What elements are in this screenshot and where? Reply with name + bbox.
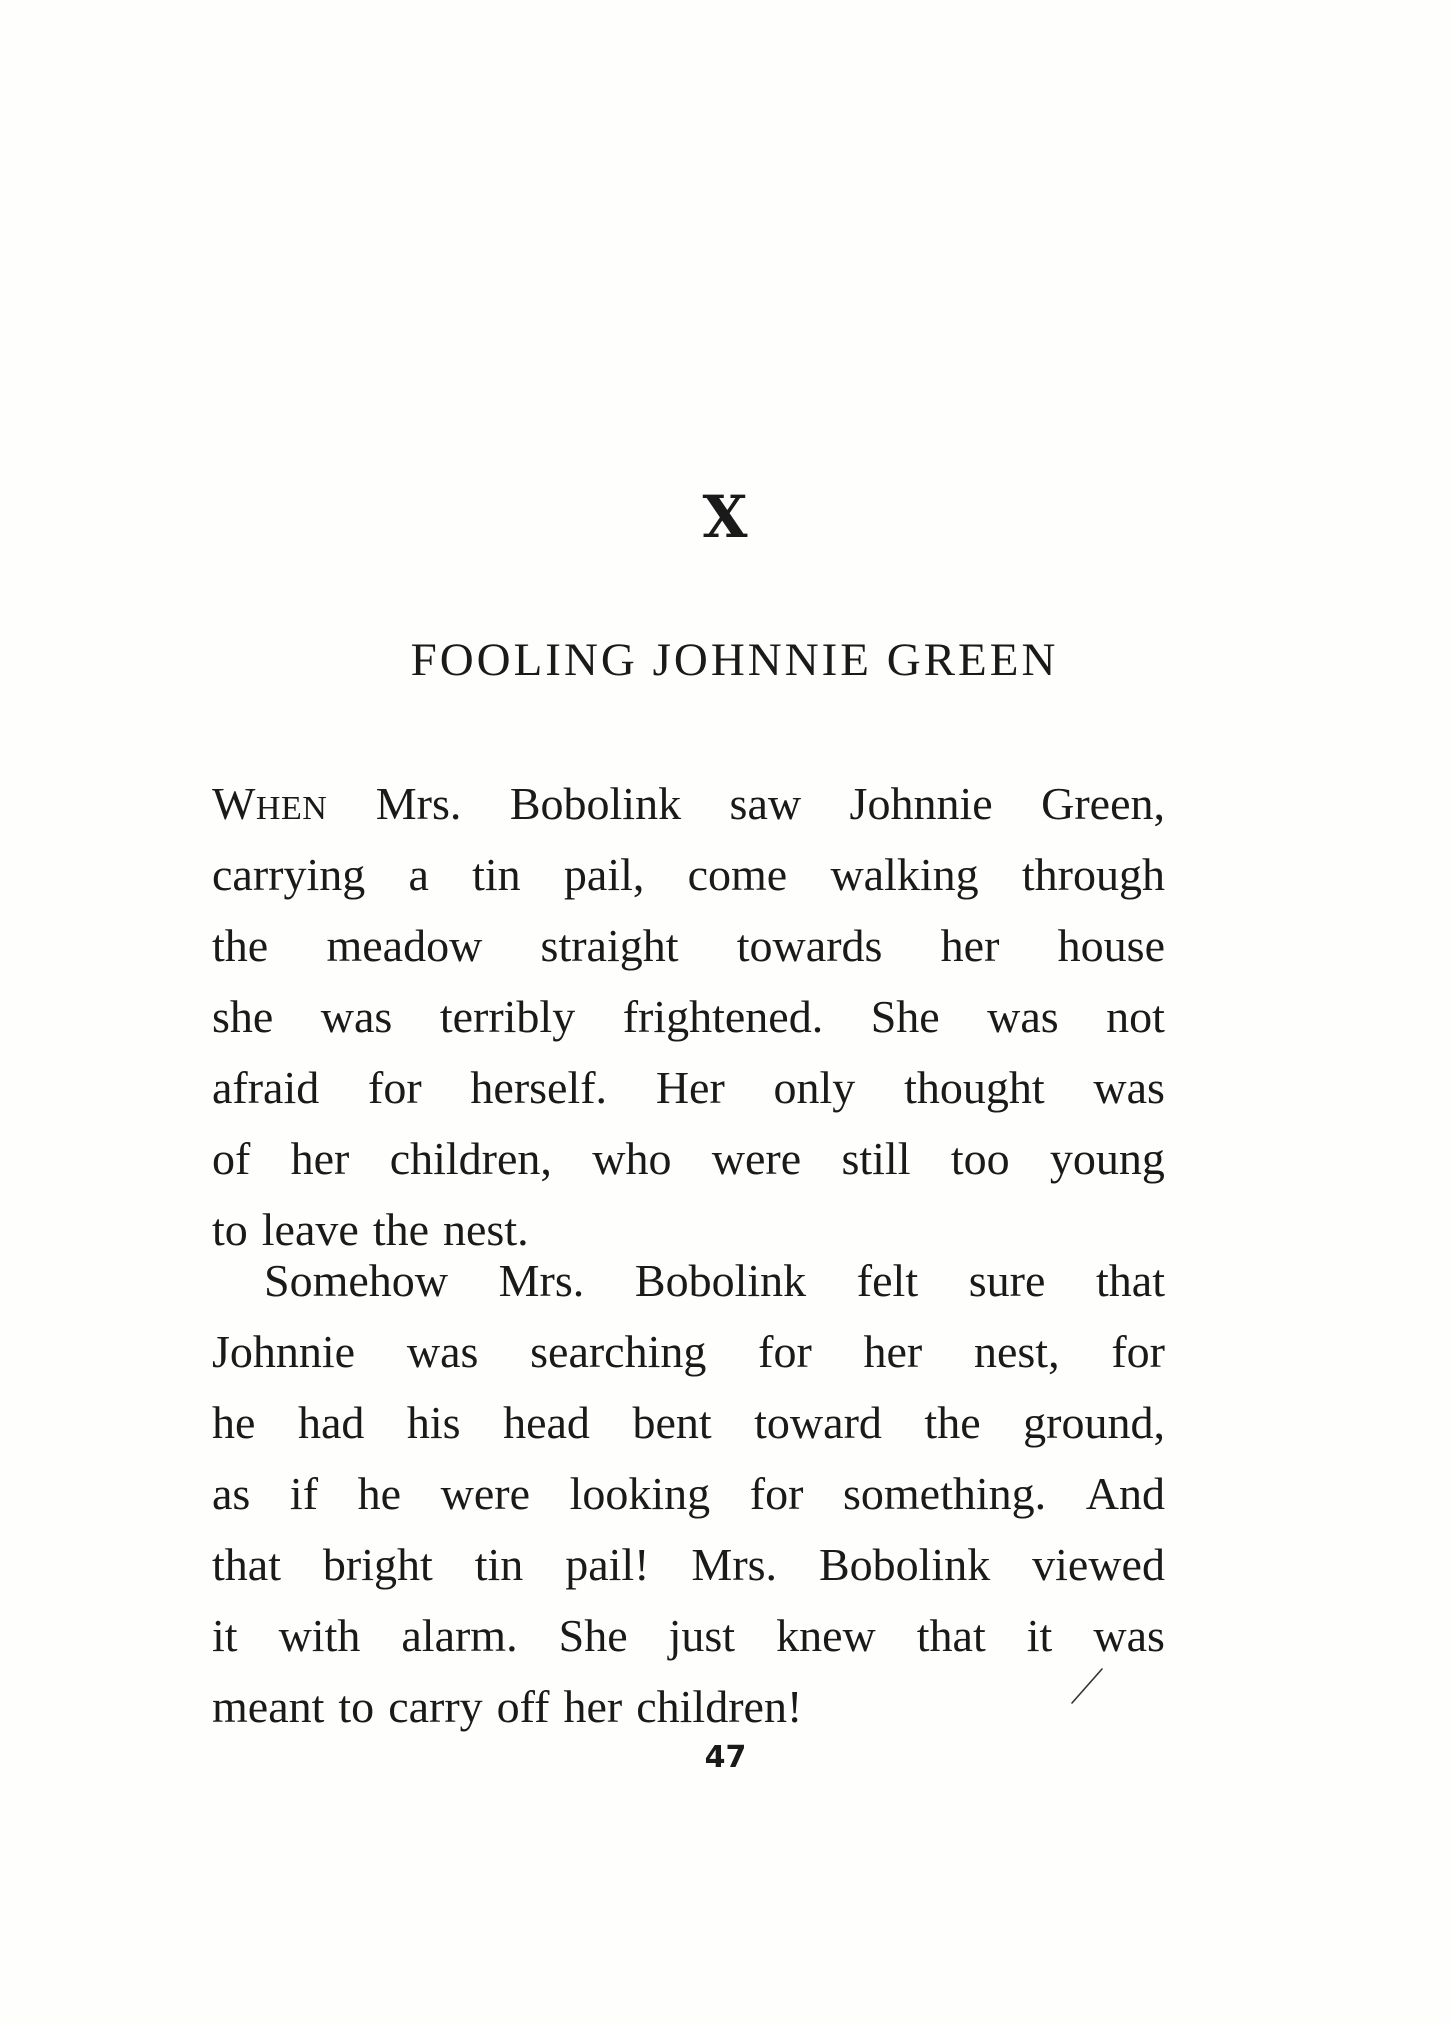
word: was xyxy=(1093,1610,1165,1661)
text-line xyxy=(212,1600,1165,1671)
word: She xyxy=(558,1610,628,1661)
word: that xyxy=(916,1610,986,1661)
word: something. xyxy=(843,1468,1047,1519)
word: not xyxy=(1106,991,1165,1042)
word: her xyxy=(863,1326,923,1377)
word: toward xyxy=(754,1397,882,1448)
word: sure xyxy=(968,1255,1046,1306)
word: Johnnie xyxy=(849,778,993,829)
word: was xyxy=(320,991,393,1042)
word: who xyxy=(592,1133,672,1184)
word: he xyxy=(357,1468,402,1519)
word: pail! xyxy=(565,1539,650,1590)
word: meant xyxy=(212,1681,325,1732)
word: only xyxy=(773,1062,856,1113)
word: Mrs. xyxy=(375,778,462,829)
text-line xyxy=(212,1123,1165,1194)
word: herself. xyxy=(470,1062,608,1113)
word: meadow xyxy=(326,920,483,971)
word: Mrs. xyxy=(691,1539,778,1590)
word: for xyxy=(368,1062,422,1113)
word: Green, xyxy=(1041,778,1165,829)
text-line xyxy=(212,1052,1165,1123)
word: through xyxy=(1021,849,1165,900)
word: house xyxy=(1057,920,1165,971)
text-line xyxy=(212,910,1165,981)
word: as xyxy=(212,1468,251,1519)
text-line xyxy=(212,1316,1165,1387)
word: WHEN xyxy=(212,778,328,829)
word: Mrs. xyxy=(498,1255,585,1306)
word: Her xyxy=(655,1062,725,1113)
word: terribly xyxy=(439,991,576,1042)
word: children, xyxy=(389,1133,552,1184)
text-line xyxy=(212,1671,1165,1742)
text-line xyxy=(212,839,1165,910)
word: Somehow xyxy=(264,1255,448,1306)
word: too xyxy=(950,1133,1010,1184)
pencil-mark-icon xyxy=(1068,1663,1108,1707)
word: just xyxy=(668,1610,736,1661)
word: to xyxy=(338,1681,375,1732)
word: her xyxy=(290,1133,350,1184)
word: afraid xyxy=(212,1062,320,1113)
word: looking xyxy=(569,1468,711,1519)
word: still xyxy=(841,1133,911,1184)
word: carry xyxy=(388,1681,483,1732)
word: alarm. xyxy=(401,1610,518,1661)
word: the xyxy=(212,920,269,971)
text-line xyxy=(212,1245,1165,1316)
chapter-title: FOOLING JOHNNIE GREEN xyxy=(410,634,1059,686)
text-line xyxy=(212,1458,1165,1529)
word: Bobolink xyxy=(818,1539,991,1590)
word: that xyxy=(212,1539,281,1590)
word: She xyxy=(870,991,940,1042)
word: felt xyxy=(856,1255,919,1306)
word: for xyxy=(749,1468,804,1519)
word: to xyxy=(212,1204,248,1255)
word: bright xyxy=(322,1539,433,1590)
word: nest. xyxy=(443,1204,529,1255)
word: she xyxy=(212,991,274,1042)
word: towards xyxy=(736,920,883,971)
word: it xyxy=(1026,1610,1053,1661)
word: frightened. xyxy=(622,991,824,1042)
word: straight xyxy=(540,920,679,971)
word: searching xyxy=(530,1326,707,1377)
word: leave xyxy=(261,1204,359,1255)
word: for xyxy=(1111,1326,1165,1377)
word: knew xyxy=(776,1610,876,1661)
word: it xyxy=(212,1610,238,1661)
word: was xyxy=(406,1326,479,1377)
word: bent xyxy=(632,1397,712,1448)
text-line xyxy=(212,981,1165,1052)
word: was xyxy=(987,991,1059,1042)
word: if xyxy=(289,1468,319,1519)
word: nest, xyxy=(973,1326,1060,1377)
word: off xyxy=(496,1681,550,1732)
word: ground, xyxy=(1023,1397,1165,1448)
word: had xyxy=(297,1397,365,1448)
page-number: 47 xyxy=(704,1740,747,1775)
word: saw xyxy=(729,778,802,829)
word: his xyxy=(406,1397,461,1448)
word: the xyxy=(924,1397,981,1448)
chapter-number: X xyxy=(702,483,749,551)
word: a xyxy=(408,849,429,900)
word: of xyxy=(212,1133,251,1184)
word: that xyxy=(1096,1255,1165,1306)
text-line xyxy=(212,1529,1165,1600)
paragraph-2 xyxy=(212,1245,1165,1742)
word: he xyxy=(212,1397,256,1448)
word: were xyxy=(440,1468,531,1519)
word: And xyxy=(1085,1468,1165,1519)
word: her xyxy=(563,1681,623,1732)
word: were xyxy=(711,1133,802,1184)
word: pail, xyxy=(563,849,645,900)
text-line xyxy=(212,768,1165,839)
word: with xyxy=(278,1610,361,1661)
word: tin xyxy=(474,1539,524,1590)
word: the xyxy=(372,1204,430,1255)
word: Johnnie xyxy=(212,1326,356,1377)
word: Bobolink xyxy=(634,1255,807,1306)
word: come xyxy=(687,849,788,900)
text-line xyxy=(212,1387,1165,1458)
word: young xyxy=(1049,1133,1165,1184)
small-caps: HEN xyxy=(255,790,328,827)
word: tin xyxy=(472,849,521,900)
word: thought xyxy=(904,1062,1045,1113)
word: viewed xyxy=(1032,1539,1165,1590)
word: Bobolink xyxy=(509,778,682,829)
word: children! xyxy=(636,1681,803,1732)
word: head xyxy=(503,1397,590,1448)
paragraph-1 xyxy=(212,768,1165,1265)
word: was xyxy=(1093,1062,1165,1113)
word: for xyxy=(758,1326,812,1377)
word: walking xyxy=(830,849,979,900)
word: her xyxy=(940,920,1000,971)
word: carrying xyxy=(212,849,366,900)
